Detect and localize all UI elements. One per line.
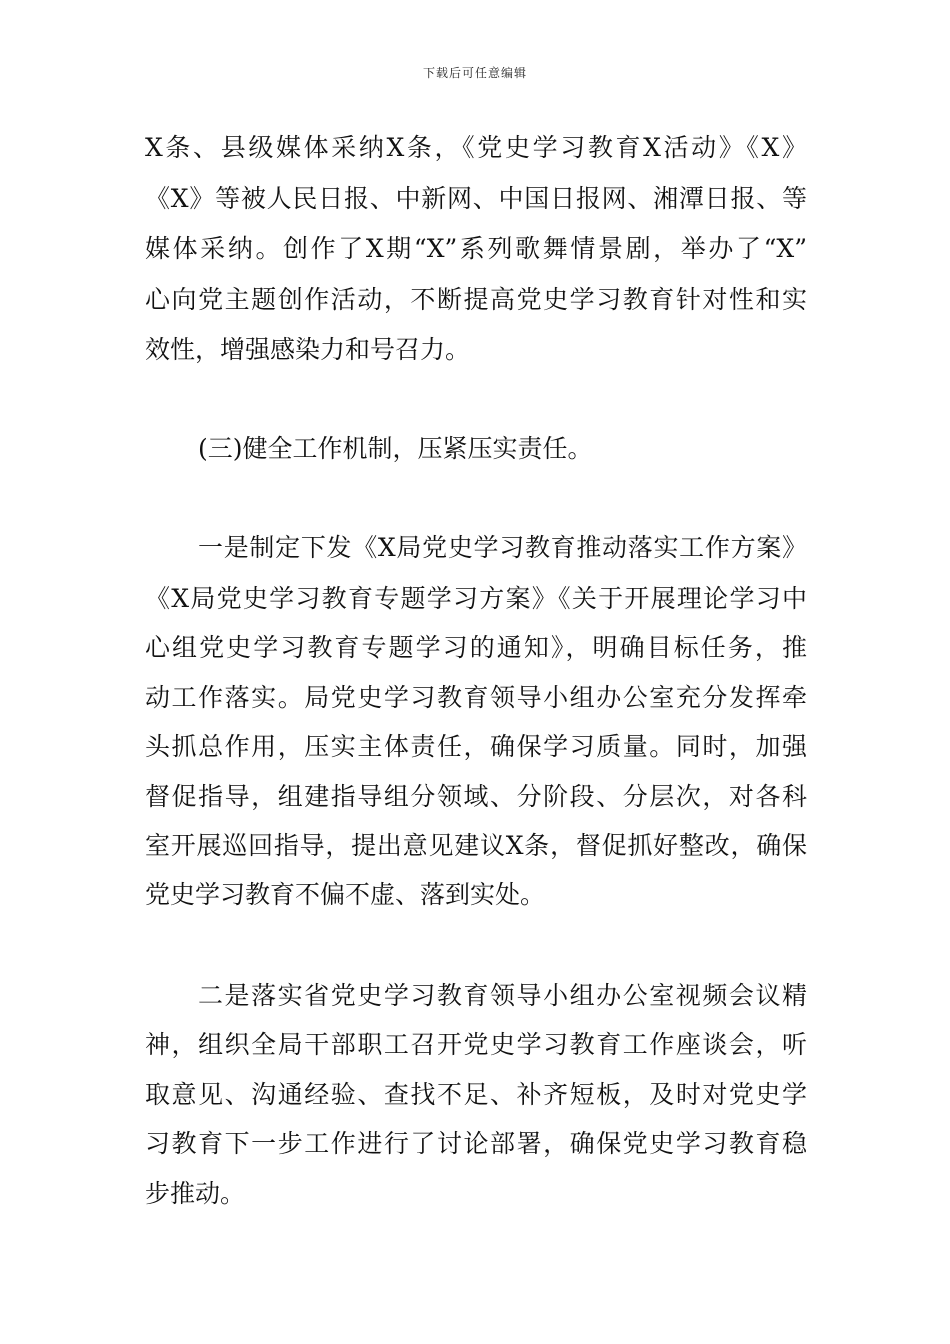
paragraph-3-line-6: 督促指导，组建指导组分领域、分阶段、分层次，对各科 — [145, 782, 807, 811]
paragraph-1-line-3: 媒体采纳。创作了X期“X”系列歌舞情景剧，举办了“X” — [145, 234, 807, 263]
paragraph-4-line-1: 二是落实省党史学习教育领导小组办公室视频会议精 — [198, 981, 807, 1010]
page-header: 下载后可任意编辑 — [422, 66, 527, 80]
paragraph-1-line-5: 效性，增强感染力和号召力。 — [145, 335, 471, 364]
paragraph-3-line-2: 《X局党史学习教育专题学习方案》《关于开展理论学习中 — [145, 584, 807, 613]
section-heading: (三)健全工作机制，压紧压实责任。 — [198, 434, 593, 463]
paragraph-3-line-1: 一是制定下发《X局党史学习教育推动落实工作方案》 — [198, 533, 807, 562]
paragraph-3-line-7: 室开展巡回指导，提出意见建议X条，督促抓好整改，确保 — [145, 831, 807, 860]
paragraph-3-line-5: 头抓总作用，压实主体责任，确保学习质量。同时，加强 — [145, 732, 807, 761]
paragraph-3-line-3: 心组党史学习教育专题学习的通知》，明确目标任务，推 — [145, 633, 807, 662]
paragraph-1-line-2: 《X》等被人民日报、中新网、中国日报网、湘潭日报、等 — [145, 184, 807, 213]
paragraph-4-line-5: 步推动。 — [145, 1179, 246, 1208]
paragraph-4-line-2: 神，组织全局干部职工召开党史学习教育工作座谈会，听 — [145, 1030, 807, 1059]
paragraph-4-line-4: 习教育下一步工作进行了讨论部署，确保党史学习教育稳 — [145, 1129, 807, 1158]
paragraph-1-line-4: 心向党主题创作活动，不断提高党史学习教育针对性和实 — [145, 285, 807, 314]
paragraph-1-line-1: X条、县级媒体采纳X条，《党史学习教育X活动》《X》 — [145, 133, 807, 162]
paragraph-3-line-8: 党史学习教育不偏不虚、落到实处。 — [145, 880, 546, 909]
paragraph-3-line-4: 动工作落实。局党史学习教育领导小组办公室充分发挥牵 — [145, 683, 807, 712]
paragraph-4-line-3: 取意见、沟通经验、查找不足、补齐短板，及时对党史学 — [145, 1080, 807, 1109]
